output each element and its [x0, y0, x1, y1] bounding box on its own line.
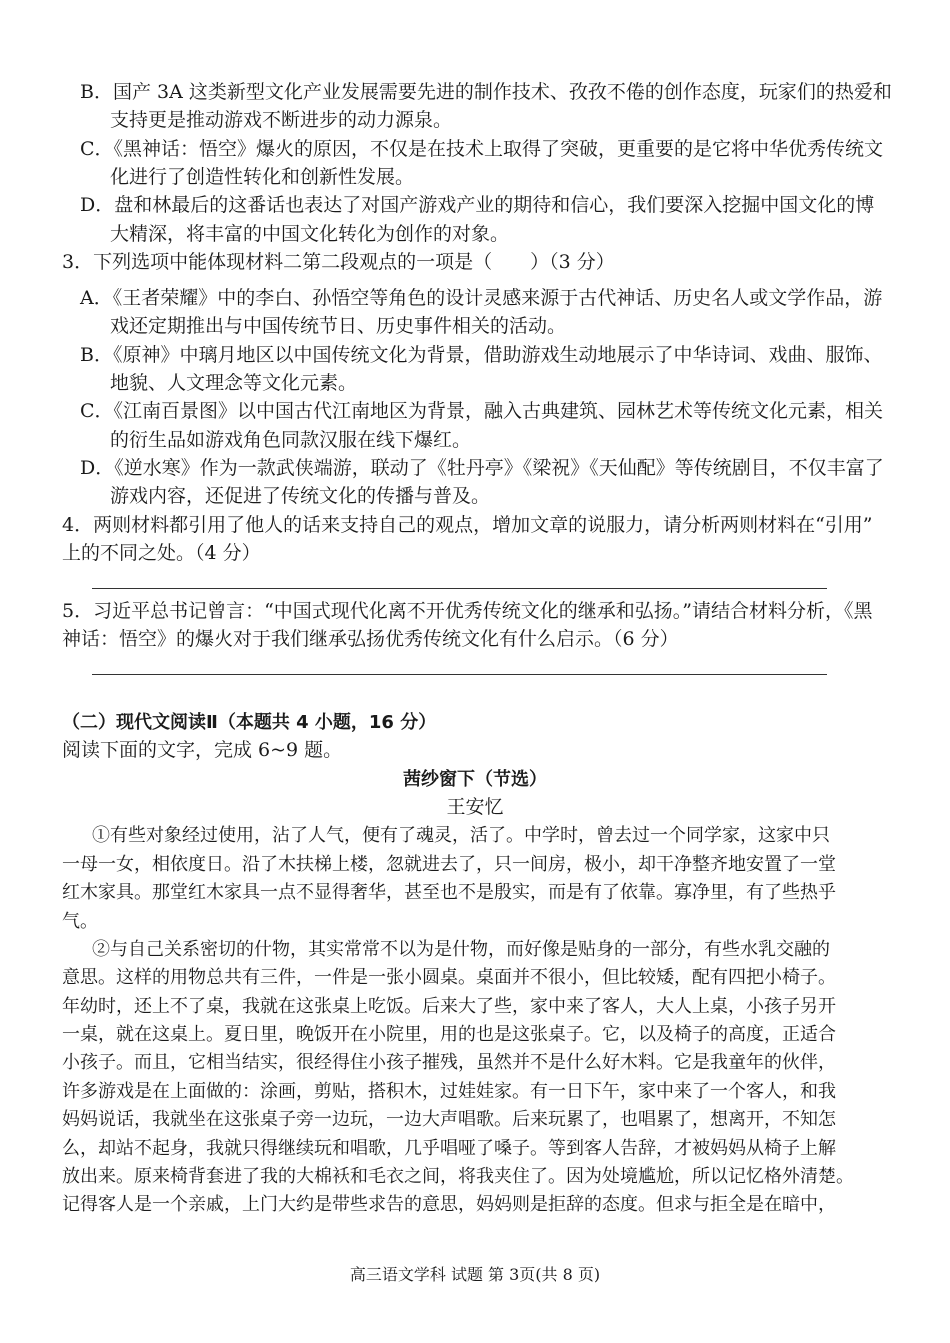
q2-option-d-line1: D．盘和林最后的这番话也表达了对国产游戏产业的期待和信心，我们要深入挖掘中国文化的博 [80, 194, 875, 216]
para2-line4: 一桌，就在这桌上。夏日里，晚饭开在小院里，用的也是这张桌子。它，以及椅子的高度，正适合 [62, 1024, 836, 1045]
para2-line2: 意思。这样的用物总共有三件，一件是一张小圆桌。桌面并不很小，但比较矮，配有四把小椅子。 [62, 967, 836, 988]
para1-line4: 气。 [62, 911, 98, 932]
para1-line3: 红木家具。那堂红木家具一点不显得奢华，甚至也不是殷实，而是有了依靠。寡净里，有了些热乎 [62, 882, 836, 903]
q2-option-c-line2: 化进行了创造性转化和创新性发展。 [110, 166, 415, 188]
section2-instruction: 阅读下面的文字，完成 6~9 题。 [62, 739, 343, 761]
q5-line2: 神话：悟空》的爆火对于我们继承弘扬优秀传统文化有什么启示。（6 分） [62, 628, 679, 650]
q3-option-d-line2: 游戏内容，还促进了传统文化的传播与普及。 [110, 485, 491, 507]
q3-option-c-line1: C．《江南百景图》以中国古代江南地区为背景，融入古典建筑、园林艺术等传统文化元素，相关 [80, 400, 884, 422]
para2-line10: 记得客人是一个亲戚，上门大约是带些求告的意思，妈妈则是拒辞的态度。但求与拒全是在暗中， [62, 1194, 836, 1215]
q3-option-b-line1: B．《原神》中璃月地区以中国传统文化为背景，借助游戏生动地展示了中华诗词、戏曲、服饰、 [80, 344, 883, 366]
q3-option-b-line2: 地貌、人文理念等文化元素。 [110, 372, 358, 394]
q3-stem: 3．下列选项中能体现材料二第二段观点的一项是（ ）（3 分） [62, 251, 615, 273]
para2-line6: 许多游戏是在上面做的：涂画，剪贴，搭积木，过娃娃家。有一日下午，家中来了一个客人，和我 [62, 1081, 836, 1102]
para2-line5: 小孩子。而且，它相当结实，很经得住小孩子摧残，虽然并不是什么好木料。它是我童年的伙伴， [62, 1052, 836, 1073]
q2-option-c-line1: C．《黑神话：悟空》爆火的原因，不仅是在技术上取得了突破，更重要的是它将中华优秀传统文 [80, 138, 884, 160]
para2-line7: 妈妈说话，我就坐在这张桌子旁一边玩，一边大声唱歌。后来玩累了，也唱累了，想离开，不知怎 [62, 1109, 836, 1130]
para2-line1: ②与自己关系密切的什物，其实常常不以为是什物，而好像是贴身的一部分，有些水乳交融的 [92, 939, 830, 960]
q3-option-d-line1: D．《逆水寒》作为一款武侠端游，联动了《牡丹亭》《梁祝》《天仙配》等传统剧目，不仅丰富了 [80, 457, 884, 479]
q2-option-b-line2: 支持更是推动游戏不断进步的动力源泉。 [110, 109, 453, 131]
para1-line1: ①有些对象经过使用，沾了人气，便有了魂灵，活了。中学时，曾去过一个同学家，这家中只 [92, 825, 830, 846]
q3-option-a-line1: A．《王者荣耀》中的李白、孙悟空等角色的设计灵感来源于古代神话、历史名人或文学作品，游 [80, 287, 883, 309]
para2-line3: 年幼时，还上不了桌，我就在这张桌上吃饭。后来大了些，家中来了客人，大人上桌，小孩子另开 [62, 996, 836, 1017]
q4-line2: 上的不同之处。（4 分） [62, 542, 261, 564]
passage-author: 王安忆 [446, 796, 504, 818]
q5-answer-line[interactable] [92, 674, 827, 675]
q2-option-d-line2: 大精深，将丰富的中国文化转化为创作的对象。 [110, 223, 510, 245]
section2-heading: （二）现代文阅读Ⅱ（本题共 4 小题，16 分） [62, 712, 437, 733]
q2-option-b-line1: B．国产 3A 这类新型文化产业发展需要先进的制作技术、孜孜不倦的创作态度，玩家们的热爱和 [80, 81, 892, 103]
para2-line9: 放出来。原来椅背套进了我的大棉袄和毛衣之间，将我夹住了。因为处境尴尬，所以记忆格外清楚。 [62, 1166, 854, 1187]
para1-line2: 一母一女，相依度日。沿了木扶梯上楼，忽就进去了，只一间房，极小，却干净整齐地安置了一堂 [62, 854, 836, 875]
q3-option-a-line2: 戏还定期推出与中国传统节日、历史事件相关的活动。 [110, 315, 567, 337]
passage-title: 茜纱窗下（节选） [403, 769, 547, 790]
q3-option-c-line2: 的衍生品如游戏角色同款汉服在线下爆红。 [110, 429, 472, 451]
q4-line1: 4．两则材料都引用了他人的话来支持自己的观点，增加文章的说服力，请分析两则材料在“引用” [62, 514, 873, 536]
para2-line8: 么，却站不起身，我就只得继续玩和唱歌，几乎唱哑了嗓子。等到客人告辞，才被妈妈从椅子上解 [62, 1138, 836, 1159]
q4-answer-line[interactable] [92, 588, 827, 589]
q5-line1: 5．习近平总书记曾言：“中国式现代化离不开优秀传统文化的继承和弘扬。”请结合材料分析，《黑 [62, 600, 873, 622]
page-footer: 高三语文学科 试题 第 3页(共 8 页) [349, 1265, 601, 1284]
